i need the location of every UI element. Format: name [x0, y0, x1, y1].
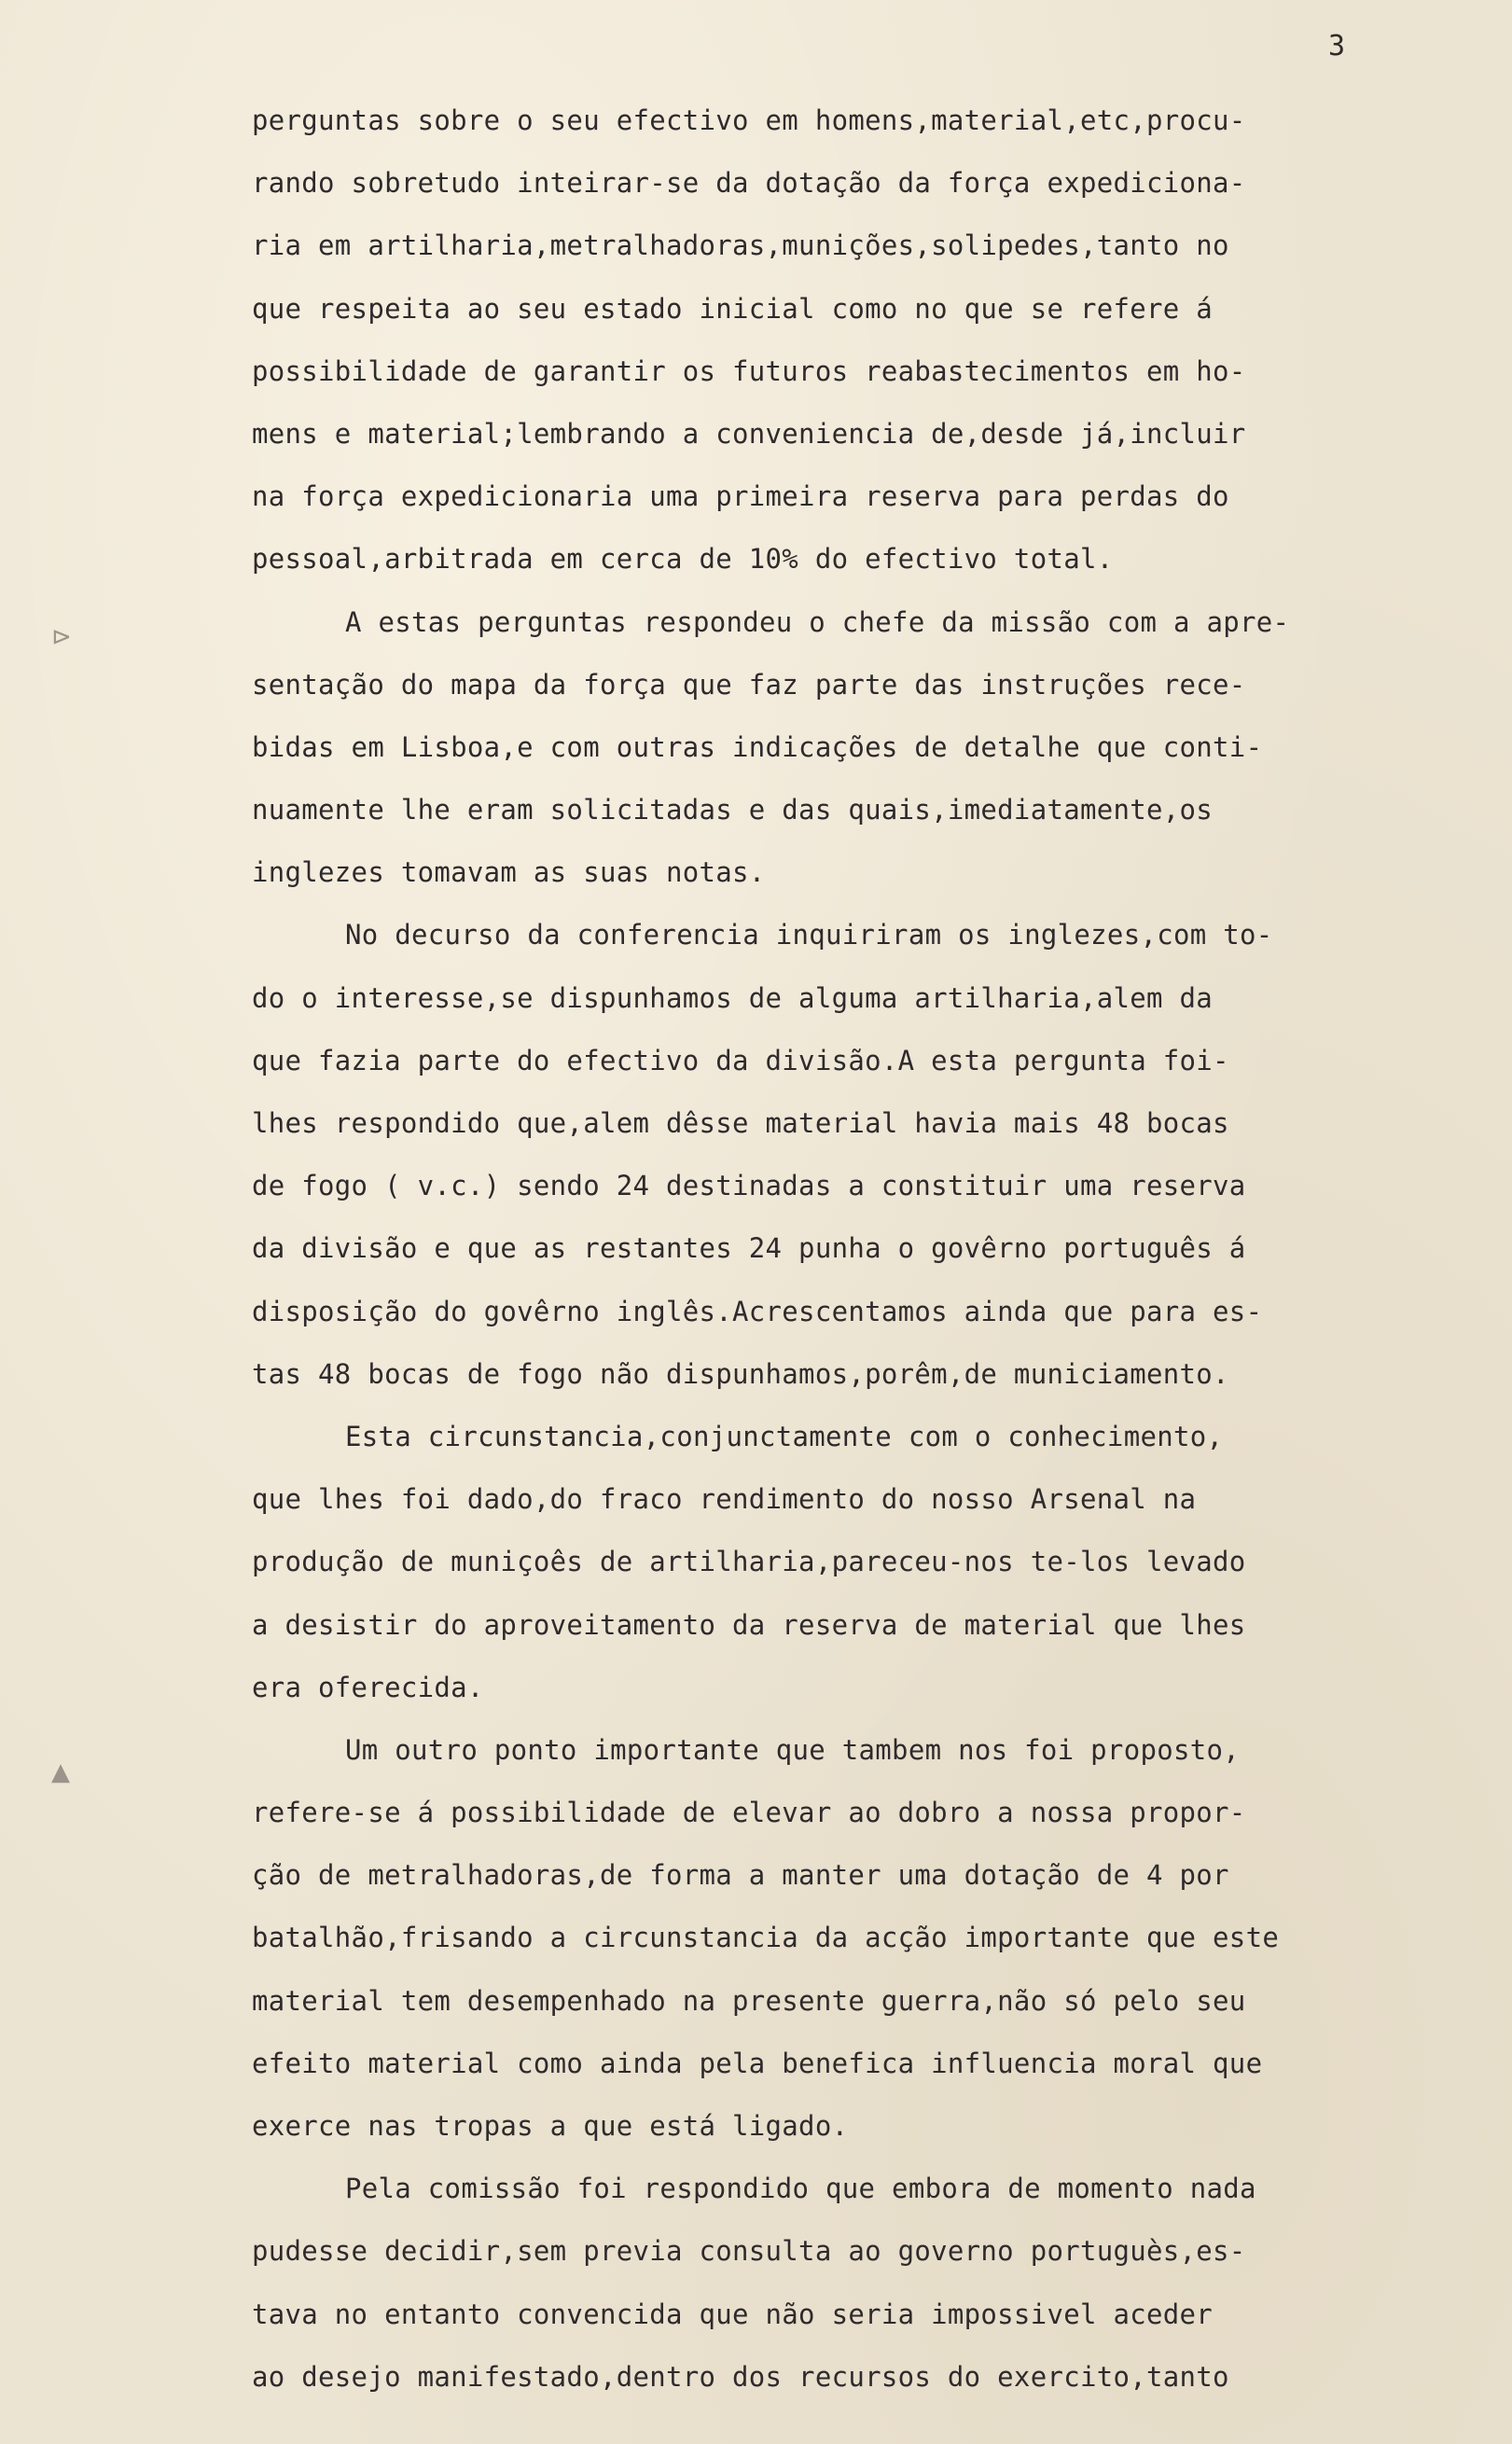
text-line: inglezes tomavam as suas notas.	[252, 856, 766, 889]
text-line: a desistir do aproveitamento da reserva de material que lhes	[252, 1608, 1246, 1641]
body-text	[252, 90, 1464, 2409]
page-number: 3	[1328, 30, 1346, 62]
text-line: tava no entanto convencida que não seria impossivel aceder	[252, 2298, 1214, 2330]
text-line: produção de muniçoês de artilharia,pareceu-nos te-los levado	[252, 1546, 1246, 1578]
text-line: que respeita ao seu estado inicial como no que se refere á	[252, 292, 1214, 325]
text-line: mens e material;lembrando a conveniencia de,desde já,incluir	[252, 417, 1246, 450]
margin-mark: ⊳	[51, 623, 72, 651]
text-line: que lhes foi dado,do fraco rendimento do nosso Arsenal na	[252, 1483, 1197, 1516]
text-line: de fogo ( v.c.) sendo 24 destinadas a constituir uma reserva	[252, 1170, 1246, 1202]
text-line: disposição do govêrno inglês.Acrescentamos ainda que para es-	[252, 1295, 1263, 1327]
text-line: refere-se á possibilidade de elevar ao dobro a nossa propor-	[252, 1797, 1246, 1829]
text-line: Um outro ponto importante que tambem nos foi proposto,	[345, 1733, 1241, 1766]
text-line: da divisão e que as restantes 24 punha o govêrno português á	[252, 1232, 1246, 1265]
text-line: exerce nas tropas a que está ligado.	[252, 2110, 849, 2142]
text-line: ao desejo manifestado,dentro dos recursos do exercito,tanto	[252, 2360, 1229, 2393]
text-line: Esta circunstancia,conjunctamente com o conhecimento,	[345, 1420, 1224, 1452]
text-line: tas 48 bocas de fogo não dispunhamos,porêm,de municiamento.	[252, 1357, 1229, 1390]
margin-mark: ▲	[51, 1758, 70, 1786]
text-line: batalhão,frisando a circunstancia da acção importante que este	[252, 1922, 1280, 1954]
text-line: era oferecida.	[252, 1671, 484, 1703]
text-line: que fazia parte do efectivo da divisão.A esta pergunta foi-	[252, 1044, 1229, 1076]
text-line: A estas perguntas respondeu o chefe da missão com a apre-	[345, 605, 1290, 638]
text-line: perguntas sobre o seu efectivo em homens,material,etc,procu-	[252, 104, 1246, 136]
text-line: No decurso da conferencia inquiriram os inglezes,com to-	[345, 919, 1273, 951]
text-line: Pela comissão foi respondido que embora de momento nada	[345, 2173, 1256, 2205]
text-line: ção de metralhadoras,de forma a manter uma dotação de 4 por	[252, 1859, 1229, 1892]
text-line: lhes respondido que,alem dêsse material havia mais 48 bocas	[252, 1107, 1229, 1139]
text-line: bidas em Lisboa,e com outras indicações de detalhe que conti-	[252, 730, 1263, 763]
text-line: possibilidade de garantir os futuros reabastecimentos em ho-	[252, 354, 1246, 387]
text-line: pessoal,arbitrada em cerca de 10% do efectivo total.	[252, 543, 1114, 576]
text-line: rando sobretudo inteirar-se da dotação da força expediciona-	[252, 167, 1246, 200]
text-line: ria em artilharia,metralhadoras,munições,solipedes,tanto no	[252, 229, 1229, 262]
text-line: pudesse decidir,sem previa consulta ao governo portuguès,es-	[252, 2235, 1246, 2268]
text-line: do o interesse,se dispunhamos de alguma artilharia,alem da	[252, 981, 1214, 1014]
text-line: efeito material como ainda pela benefica influencia moral que	[252, 2047, 1263, 2079]
text-line: material tem desempenhado na presente guerra,não só pelo seu	[252, 1984, 1246, 2017]
text-line: nuamente lhe eram solicitadas e das quais,imediatamente,os	[252, 794, 1214, 826]
text-line: na força expedicionaria uma primeira reserva para perdas do	[252, 480, 1229, 513]
text-line: sentação do mapa da força que faz parte das instruções rece-	[252, 668, 1246, 701]
